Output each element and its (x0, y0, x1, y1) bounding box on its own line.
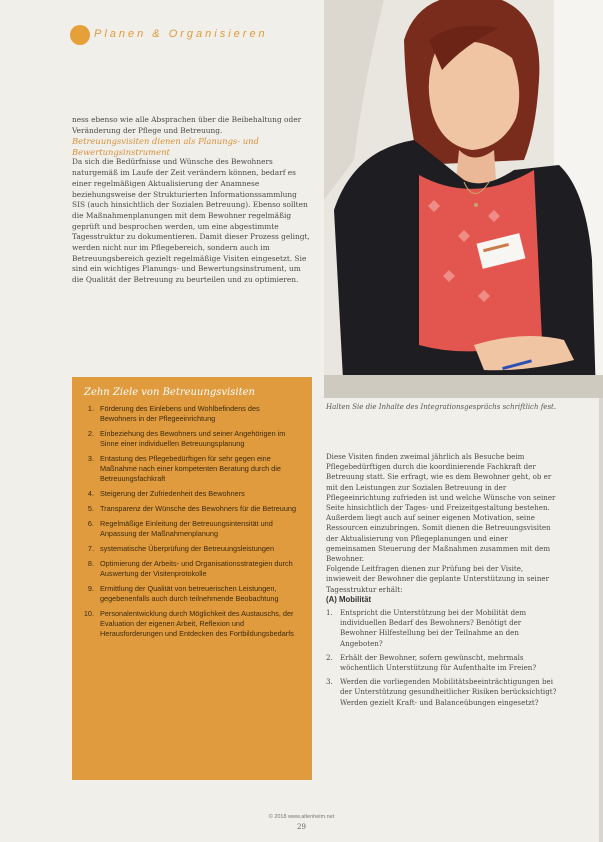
list-number: 4. (87, 489, 94, 498)
list-item (80, 609, 298, 639)
body-paragraph: Da sich die Bedürfnisse und Wünsche des Bewohners naturgemäß im Laufe der Zeit verändern können, bedarf es einer regelmäßigen Aktualisierung der Anamnese beziehungsweise der Strukturierten Informationssammlung SIS (auch hinsichtlich der Sozialen Betreuung). Ebenso sollten die Maßnahmenplanungen mit dem Bewohner regelmäßig geprüft und besprochen werden, um eine abgestimmte Tagesstruktur zu dokumentieren. Damit dieser Prozess gelingt, werden nicht nur im Pflegebereich, sondern auch im Betreuungsbereich gezielt regelmäßige Visiten eingesetzt. Sie sind ein wichtiges Planungs- und Bewertungsinstrument, um die Qualität der Betreuung zu beurteilen und zu optimieren. (72, 157, 310, 285)
list-text: Steigerung der Zufriedenheit des Bewohners (100, 489, 245, 498)
page-number: 29 (297, 823, 306, 831)
goals-title: Zehn Ziele von Betreuungsvisiten (84, 387, 255, 398)
list-item (80, 584, 298, 604)
subheading: Betreuungsvisiten dienen als Planungs- und Bewertungsinstrument (72, 136, 259, 157)
lead-in-paragraph: Folgende Leitfragen dienen zur Prüfung bei der Visite, inwieweit der Bewohner die geplante Unterstützung in seiner Tagesstruktur erhält: (326, 564, 549, 594)
section-heading: (A) Mobilität (326, 594, 372, 604)
left-column (72, 115, 312, 286)
list-item (80, 559, 298, 579)
list-item (80, 504, 298, 514)
list-item (80, 519, 298, 539)
list-number: 8. (87, 559, 94, 568)
list-number: 6. (87, 519, 94, 528)
list-item (80, 429, 298, 449)
list-text: Einbeziehung des Bewohners und seiner Angehörigen im Sinne einer individuellen Betreuungsplanung (100, 429, 286, 448)
photo-illustration (324, 0, 603, 398)
list-item (80, 544, 298, 554)
list-number: 1. (87, 404, 94, 413)
list-text: Förderung des Einlebens und Wohlbefindens des Bewohners in der Pflegeeinrichtung (100, 404, 260, 423)
list-number: 10. (83, 609, 94, 618)
list-item (326, 653, 558, 673)
list-text: Optimierung der Arbeits- und Organisationsstrategien durch Auswertung der Visitenprotokolle (100, 559, 293, 578)
list-text: Transparenz der Wünsche des Bewohners für die Betreuung (100, 504, 297, 513)
list-number: 3. (87, 454, 94, 463)
list-text: Regelmäßige Einleitung der Betreuungsintensität und Anpassung der Maßnahmenplanung (100, 519, 273, 538)
list-item (326, 608, 558, 649)
list-item (80, 489, 298, 499)
list-item (80, 404, 298, 424)
goals-list (80, 404, 298, 639)
list-text: Werden die vorliegenden Mobilitätsbeeinträchtigungen bei der Unterstützung gesundheitlicher Risiken berücksichtigt? Werden gezielt Kraft- und Balanceübungen eingesetzt? (340, 677, 557, 707)
list-number: 7. (87, 544, 94, 553)
list-number: 3. (326, 677, 333, 687)
body-paragraph: Diese Visiten finden zweimal jährlich als Besuche beim Pflegebedürftigen durch die koordinierende Fachkraft der Betreuung statt. Sie erfragt, wie es dem Bewohner geht, ob er mit den Leistungen zur Sozialen Betreuung in der Pflegeeinrichtung zufrieden ist und welche Wünsche von seiner Seite hinsichtlich der Tages- und Freizeitgestaltung bestehen. Außerdem liegt auch auf seiner eigenen Motivation, seine Ressourcen einzubringen. Somit dienen die Betreuungsvisiten der Aktualisierung von Pflegeplanungen und einer gemeinsamen Steuerung der Maßnahmen zusammen mit dem Bewohner. (326, 452, 556, 564)
list-text: Entastung des Pflegebedürftigen für sehr gegen eine Maßnahme nach einer kompetenten Beratung durch die Betreuungsfachkraft (100, 454, 281, 483)
photo-caption: Halten Sie die Inhalte des Integrationsgesprächs schriftlich fest. (326, 403, 557, 411)
section-header (70, 25, 320, 47)
list-text: Ermittlung der Qualität von betreuerischen Leistungen, gegebenenfalls auch durch teilnehmende Beobachtung (100, 584, 279, 603)
list-text: Personalentwicklung durch Möglichkeit des Austauschs, der Evaluation der eigenen Arbeit, Reflexion und Herausforderungen und Entdecken des Fortbildungsbedarfs (100, 609, 294, 638)
list-text: Entspricht die Unterstützung bei der Mobilität dem individuellen Bedarf des Bewohners? Benötigt der Bewohner Hilfestellung bei der Teilnahme an den Angeboten? (340, 608, 527, 648)
goals-box (72, 377, 312, 780)
section-dot-icon (70, 25, 90, 45)
list-text: systematische Überprüfung der Betreuungsleistungen (100, 544, 275, 553)
list-number: 2. (326, 652, 333, 662)
list-item (80, 454, 298, 484)
photo-woman-at-table (324, 0, 603, 398)
list-number: 1. (326, 608, 333, 618)
list-item (326, 677, 558, 708)
section-title: Planen & Organisieren (94, 28, 268, 40)
footer-url: © 2018 www.altenheim.net (268, 814, 335, 820)
list-number: 5. (87, 504, 94, 513)
intro-paragraph: ness ebenso wie alle Absprachen über die Beibehaltung oder Veränderung der Pflege und Betreuung. (72, 115, 302, 135)
right-column (326, 452, 558, 712)
list-text: Erhält der Bewohner, sofern gewünscht, mehrmals wöchentlich Unterstützung für Aufenthalte im Freien? (340, 652, 537, 673)
list-number: 9. (87, 584, 94, 593)
mobility-list (326, 608, 558, 708)
list-number: 2. (87, 429, 94, 438)
